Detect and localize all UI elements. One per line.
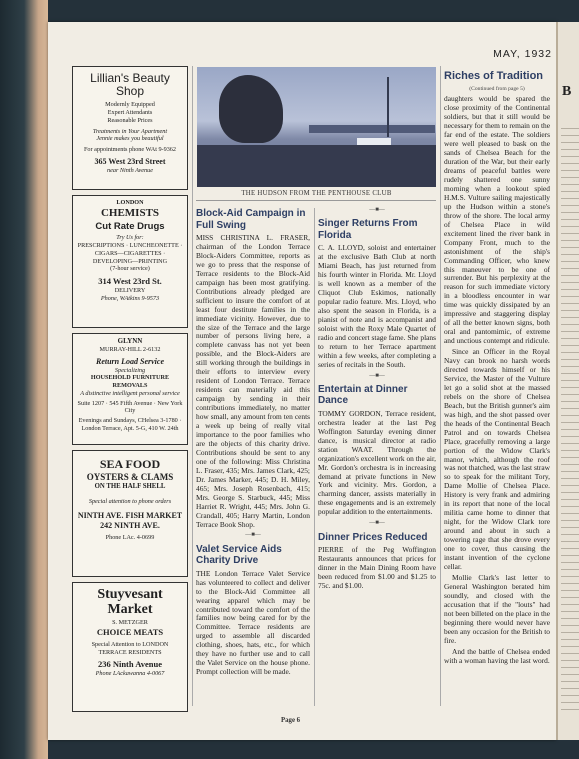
section-separator: —■— — [369, 520, 385, 527]
section-separator: —■— — [369, 372, 385, 379]
ad-line: Phone, WAtkins 9-9573 — [100, 294, 160, 302]
ad-line: DELIVERY — [114, 286, 146, 294]
ad-title: Stuyvesant — [97, 587, 163, 602]
ad-line: Expert Attendants — [107, 109, 153, 117]
ad-line: LONDON — [116, 199, 144, 206]
caption-divider — [196, 200, 436, 201]
column-divider — [192, 66, 193, 706]
hudson-photo — [197, 67, 436, 187]
headline-block-aid: Block-Aid Campaign in Full Swing — [196, 208, 306, 231]
article-text: THE London Terrace Valet Service has volunteered to collect and deliver to the Block-Aid Committee all wearing apparel which may be contributed toward the comfort of the families now being cared for by the Committee. Terrace residents are urged to assemble all discarded clothing, shoes, hats, etc., for which they have no further use and to call the Valet Service on the house phone. Prompt collection will be made. — [196, 568, 310, 677]
ad-line: Special attention to phone orders — [88, 497, 172, 505]
ad-line: Modernly Equipped — [105, 101, 155, 109]
ad-line: ON THE HALF SHELL — [94, 483, 166, 491]
section-separator: —■— — [245, 532, 261, 539]
ad-title: GLYNN — [117, 337, 143, 345]
adjacent-page-text: B — [562, 84, 572, 99]
issue-date: MAY, 1932 — [493, 48, 552, 60]
ad-line: PRESCRIPTIONS · LUNCHEONETTE · CIGARS—CIGARETTES · DEVELOPING—PRINTING — [77, 242, 183, 265]
ad-london-chemists — [72, 195, 188, 328]
photo-mast — [387, 77, 389, 137]
headline-singer: Singer Returns From Florida — [318, 218, 418, 241]
headline-dinner: Dinner Prices Reduced — [318, 531, 428, 543]
headline-valet: Valet Service Aids Charity Drive — [196, 543, 282, 567]
ad-line: Cut Rate Drugs — [95, 220, 165, 232]
ad-line: Treatments in Your Apartment — [92, 127, 168, 135]
ad-sea-food — [72, 450, 188, 577]
ad-phone: Phone LAc. 4-0699 — [105, 534, 155, 542]
headline-entertain: Entertain at Dinner Dance — [318, 383, 408, 407]
photo-caption: THE HUDSON FROM THE PENTHOUSE CLUB — [241, 190, 392, 197]
article-text: C. A. LLOYD, soloist and entertainer at the exclusive Bath Club at north Miami Beach, has just returned from his fourth winter in Florida. Mr. Lloyd is well known as a member of the Cliquot Club Eskimos, nationally popular radio feature. Mrs. Lloyd, who also spent the season in Florida, is a pianist of note and is accompanist and soloist with the Roxy Male Quartet of radio and concert stage fame. She plans to return to her Terrace apartment within a few weeks, after completing a series of recitals in the South. — [318, 243, 436, 369]
adjacent-page-lines — [561, 122, 579, 712]
ad-lillian-beauty-shop — [72, 66, 188, 190]
ad-title: CHEMISTS — [100, 206, 160, 219]
ad-line: For appointments phone WAt 9-9362 — [83, 146, 176, 154]
article-text: MISS CHRISTINA L. FRASER, chairman of the London Terrace Block-Aiders Committee, reports as we go to press that the response of Terrace residents to the Block-Aid campaign has been most gratifying. Contributions already pledged are sufficient to insure the comfort of at least four destitute families in the immediate vicinity. However, due to the size of the Terrace and the large number of persons living here, a complete canvass has not yet been possible, and the Block-Aiders are still working through the buildings in their efforts to interview every resident of London Terrace. Terrace residents can materially aid this campaign by sending in their contributions immediately, no matter how small, any amount from ten cents a week up being of really vital importance to the poor families who are the objects of this charity drive. Contributions should be sent to any one of the following: Miss Christina L. Fraser, 435; Mrs. James Clark, 425; Dr. James Marker, 445; D. H. Miley, 465; Mrs. Joseph Rosenbach, 415; Mrs. George S. Starbuck, 445; Miss Harriet R. Wright, 445; Mrs. John G. Crandall, 405; Harry Martin, London Terrace Book Shop. — [196, 233, 310, 529]
article-text: TOMMY GORDON, Terrace resident, orchestra leader at the last Peg Woffington Saturday evening dinner dance, is musical director at radio station WAAT. Through the organization's excellent work on the air, Mr. Gordon's orchestra is in increasing demand at private functions in New York and vicinity. Mrs. Gordon, a charming dancer, assists materially in these engagements and is an extremely popular addition to the entertainments. — [318, 408, 436, 517]
ad-line: (7-hour service) — [110, 265, 150, 273]
ad-line: OYSTERS & CLAMS — [86, 472, 174, 482]
ad-title: Market — [107, 601, 153, 617]
book-binding — [0, 0, 48, 759]
headline-riches: Riches of Tradition — [444, 70, 544, 82]
section-separator: —■— — [369, 207, 385, 213]
article-text: And the battle of Chelsea ended with a woman having the last word. — [444, 646, 550, 665]
column-2 — [196, 204, 310, 714]
ad-phone: MURRAY-HILL 2-6132 — [99, 345, 161, 353]
ad-glynn-moving — [72, 333, 188, 445]
photo-statue — [219, 75, 283, 143]
ad-line: CHOICE MEATS — [96, 627, 164, 638]
article-text: Mollie Clark's last letter to General Washington berated him soundly, and closed with the accusation that if the "louts" had not been billeted on the place in the beginning there would never have been any occasion for the British to fire. — [444, 572, 550, 645]
page-number: Page 6 — [281, 717, 301, 724]
photo-skyline — [309, 125, 435, 133]
ad-stuyvesant-market — [72, 582, 188, 712]
ad-address: 236 Ninth Avenue — [97, 659, 163, 670]
magazine-page — [48, 22, 556, 740]
column-divider — [314, 208, 315, 706]
ad-line: Evenings and Sundays, CHelsea 3-1780 · London Terrace, Apt. 5-G, 410 W. 24th — [78, 417, 182, 432]
ad-line: Suite 1207 · 545 Fifth Avenue · New York City — [77, 399, 183, 415]
ad-line: A distinctive intelligent personal service — [80, 389, 180, 397]
ad-line: Reasonable Prices — [107, 116, 153, 124]
ad-line: near Ninth Avenue — [107, 166, 153, 174]
column-divider — [440, 66, 441, 706]
ad-address: 314 West 23rd St. — [98, 276, 162, 287]
ad-phone: Phone LAckawanna 4-0067 — [95, 669, 165, 677]
ad-address: 242 NINTH AVE. — [100, 521, 160, 531]
ad-line: Special Attention to LONDON TERRACE RESIDENTS — [91, 640, 169, 656]
ad-line: Specializing — [114, 366, 146, 374]
article-text: Since an Officer in the Royal Navy can brook no harsh words directed towards himself or his Service, the Master of the Vulture let go a solid shot at the massed rebels on the shore of Chelsea Beach, but the British gunner's aim was high, and the shot passed over the heads of the Continental Beach Patrol and on towards Chelsea Place, gracefully removing a large portion of the Widow Clark's manor, which, although the roof was not thatched, was the last straw so to speak for the militant Tory, Dame Mollie of Chelsea Place. History is very frank and admiring in its report that none of the local militia came home to dinner that night, for the Widow Clark tore around and about in such a towering rage that she drove every one to cover, thus causing the instant invention of the cyclone cellar. — [444, 347, 550, 571]
adjacent-page-edge — [556, 22, 579, 740]
photo-wall — [197, 145, 436, 187]
column-3 — [318, 204, 436, 714]
ad-line: NINTH AVE. FISH MARKET — [77, 511, 183, 521]
ad-title: SEA FOOD — [99, 457, 161, 471]
advertisement-column — [72, 66, 188, 717]
ad-line: HOUSEHOLD FURNITURE REMOVALS — [90, 374, 170, 389]
ad-line: Try Us for: — [116, 234, 144, 242]
ad-address: 365 West 23rd Street — [94, 156, 166, 166]
ad-line: Jennie makes you beautiful — [96, 135, 164, 143]
ad-title: Lillian's Beauty Shop — [90, 71, 170, 99]
ad-line: Return Load Service — [96, 356, 164, 366]
article-text: PIERRE of the Peg Woffington Restaurants announces that prices for dinner in the Main Dining Room have been reduced from $1.00 and $1.25 to 75c. and $1.00. — [318, 545, 436, 590]
continued-note: (Continued from page 5) — [469, 85, 525, 92]
article-text: daughters would be spared the close proximity of the Continental soldiers, but that it still would be necessary for them to remain on the far end of the estate. The soldiers were well pleased to bask on the sands of Chelsea Beach for the duration of the War, but their early dreams of peaceful battles were rudely shattered one sunny morning when a lookout spied H.M.S. Vulture sailing majestically up the Hudson within a stone's throw of the shore. The local army of Chelsea Place in wild excitement lined the river bank in Company Front, much to the astonishment of the ship's Commanding Officer, who knew this maneuver to be one of surrender. But his perplexity at the reason for such immediate victory in a bloodless encounter in war time was quickly dissipated by an impressive and staggering display of all the better known signs, both oral and pantomimic, of extreme and unctious contempt and ridicule. — [444, 94, 550, 346]
ad-line: S. METZGER — [112, 619, 148, 627]
column-4 — [444, 66, 550, 716]
